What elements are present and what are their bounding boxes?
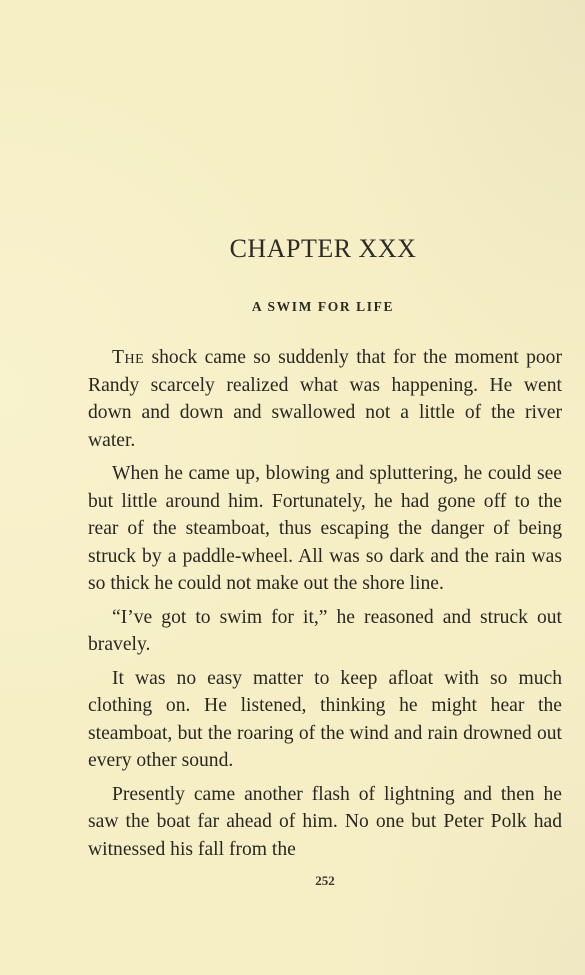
paragraph-5: Presently came another flash of lightning and then he saw the boat far ahead of him. No one but Peter Polk had witnessed his fall from the — [88, 783, 562, 860]
paragraph-1-lead-word: The — [112, 347, 145, 368]
paragraph-2: When he came up, blowing and spluttering, he could see but little around him. Fortunately, he had gone off to the rear of the steamboat, thus escaping the danger of being struck by a paddle-wheel. All was so dark and the rain was so thick he could not make out the shore line. — [88, 463, 562, 594]
chapter-body — [88, 344, 562, 863]
chapter-subtitle: A SWIM FOR LIFE — [251, 299, 395, 314]
page-number: 252 — [315, 873, 335, 888]
chapter-title: CHAPTER XXX — [229, 234, 417, 263]
paragraph-1 — [88, 344, 562, 454]
paragraph-4: It was no easy matter to keep afloat with so much clothing on. He listened, thinking he might hear the steamboat, but the roaring of the wind and rain drowned out every other sound. — [88, 667, 562, 771]
paragraph-3: “I’ve got to swim for it,” he reasoned and struck out bravely. — [88, 606, 562, 655]
paragraph-1-text: shock came so suddenly that for the moment poor Randy scarcely realized what was happening. He went down and down and swallowed not a little of the river water. — [88, 347, 562, 451]
